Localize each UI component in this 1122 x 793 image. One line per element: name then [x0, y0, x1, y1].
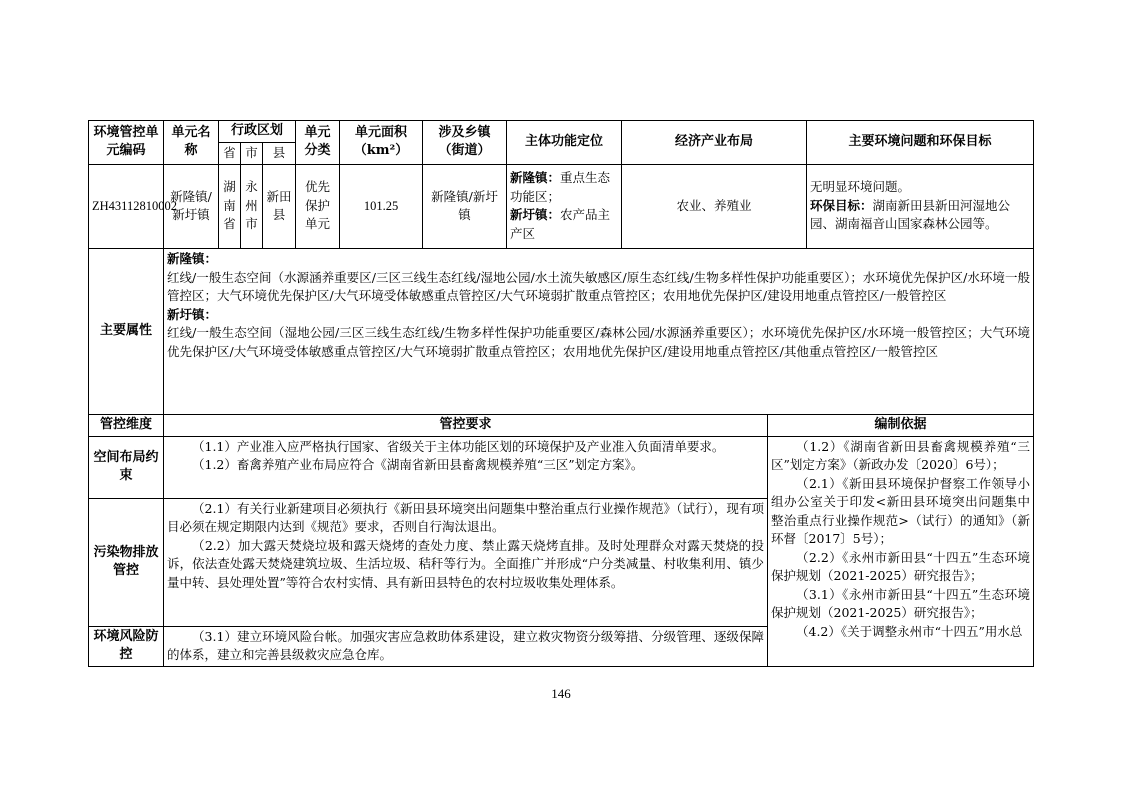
header-unit-name: 单元名称 — [164, 121, 219, 165]
header-problems: 主要环境问题和环保目标 — [807, 121, 1034, 165]
basis-item: （2.1）《新田县环境保护督察工作领导小组办公室关于印发<新田县环境突出问题集中整治重点行业操作规范>（试行）的通知》（新环督〔2017〕5号）； — [771, 475, 1030, 546]
basis-item: （3.1）《永州市新田县“十四五”生态环境保护规划（2021-2025）研究报告》； — [771, 586, 1030, 620]
province: 湖南省 — [219, 164, 241, 248]
goal-label: 环保目标： — [810, 197, 873, 213]
control-dim-header: 管控维度 — [89, 415, 164, 437]
attributes-label: 主要属性 — [89, 249, 164, 415]
attributes-town2: 新圩镇： — [167, 306, 218, 322]
header-unit-area: 单元面积（km²） — [340, 121, 423, 165]
attributes-town1: 新隆镇： — [167, 251, 218, 266]
control-dim-spatial: 空间布局约束 — [89, 436, 164, 498]
city: 永州市 — [241, 164, 263, 248]
control-req-header: 管控要求 — [164, 415, 768, 437]
req-item: （1.1）产业准入应严格执行国家、省级关于主体功能区划的环境保护及产业准入负面清单要求。 — [192, 438, 725, 454]
req-item: （1.2）畜禽养殖产业布局应符合《湖南省新田县畜禽规模养殖“三区”划定方案》。 — [192, 457, 644, 472]
function-text-b: 农产品主产区 — [510, 207, 611, 241]
problems-cell — [807, 164, 1034, 248]
attributes-town2-text: 红线/一般生态空间（湿地公园/三区三线生态红线/生物多样性保护功能重要区/森林公园/水源涵养重要区）；水环境优先保护区/水环境一般管控区；大气环境优先保护区/大气环境受体敏感重点管控区/大气环境弱扩散重点管控区；农用地优先保护区/建设用地重点管控区/其他重点管控区/一般管控区 — [167, 325, 1030, 359]
economy: 农业、养殖业 — [622, 164, 807, 248]
unit-name: 新隆镇/新圩镇 — [164, 164, 219, 248]
control-table — [88, 414, 1034, 667]
req-item: （2.2）加大露天焚烧垃圾和露天烧烤的查处力度、禁止露天烧烤直排。及时处理群众对露天焚烧的投诉，依法查处露天焚烧建筑垃圾、生活垃圾、秸秆等行为。全面推广并形成“户分类减量、村收集利用、镇少量中转、县处理处置”等符合农村实情、具有新田县特色的农村垃圾收集处理体系。 — [167, 537, 764, 590]
county: 新田县 — [263, 164, 296, 248]
attributes-town1-text: 红线/一般生态空间（水源涵养重要区/三区三线生态红线/湿地公园/水土流失敏感区/原生态红线/生物多样性保护功能重要区）；水环境优先保护区/水环境一般管控区；大气环境优先保护区/大气环境受体敏感重点管控区/大气环境弱扩散重点管控区；农用地优先保护区/建设用地重点管控区/一般管控区 — [167, 269, 1030, 303]
problem-line: 无明显环境问题。 — [810, 179, 911, 195]
header-admin-region: 行政区划 — [219, 121, 296, 143]
header-unit-code: 环境管控单元编码 — [89, 121, 164, 165]
header-city: 市 — [241, 143, 263, 165]
attributes-table — [88, 248, 1034, 415]
page-number: 146 — [551, 686, 571, 701]
basis-item: （2.2）《永州市新田县“十四五”生态环境保护规划（2021-2025）研究报告》； — [771, 549, 1030, 583]
unit-info-table — [88, 120, 1034, 249]
control-dim-risk: 环境风险防控 — [89, 626, 164, 666]
control-basis — [768, 436, 1034, 666]
header-province: 省 — [219, 143, 241, 165]
unit-class: 优先保护单元 — [296, 164, 340, 248]
unit-code: ZH43112810002 — [89, 164, 164, 248]
function-text-a: 重点生态功能区； — [510, 170, 611, 204]
control-req-spatial — [164, 436, 768, 498]
function-town-a: 新隆镇： — [510, 170, 561, 185]
header-county: 县 — [263, 143, 296, 165]
towns: 新隆镇/新圩镇 — [423, 164, 507, 248]
header-towns: 涉及乡镇（街道） — [423, 121, 507, 165]
req-item: （3.1）建立环境风险台帐。加强灾害应急救助体系建设，建立救灾物资分级筹措、分级管理、逐级保障的体系，建立和完善县级救灾应急仓库。 — [167, 628, 764, 662]
control-req-risk — [164, 626, 768, 666]
control-basis-header: 编制依据 — [768, 415, 1034, 437]
goal-text: 湖南新田县新田河湿地公园、湖南福音山国家森林公园等。 — [810, 197, 1011, 232]
function-cell — [507, 164, 622, 248]
header-economy: 经济产业布局 — [622, 121, 807, 165]
header-unit-class: 单元分类 — [296, 121, 340, 165]
control-dim-pollution: 污染物排放管控 — [89, 498, 164, 626]
header-function: 主体功能定位 — [507, 121, 622, 165]
basis-item: （1.2）《湖南省新田县畜禽规模养殖“三区”划定方案》（新政办发〔2020〕6号）； — [771, 438, 1030, 472]
attributes-content — [164, 249, 1034, 415]
control-req-pollution — [164, 498, 768, 626]
basis-item: （4.2）《关于调整永州市“十四五”用水总 — [796, 623, 1023, 639]
unit-area: 101.25 — [340, 164, 423, 248]
req-item: （2.1）有关行业新建项目必须执行《新田县环境突出问题集中整治重点行业操作规范》（试行），现有项目必须在规定期限内达到《规范》要求，否则自行淘汰退出。 — [167, 500, 764, 534]
function-town-b: 新圩镇： — [510, 207, 561, 222]
